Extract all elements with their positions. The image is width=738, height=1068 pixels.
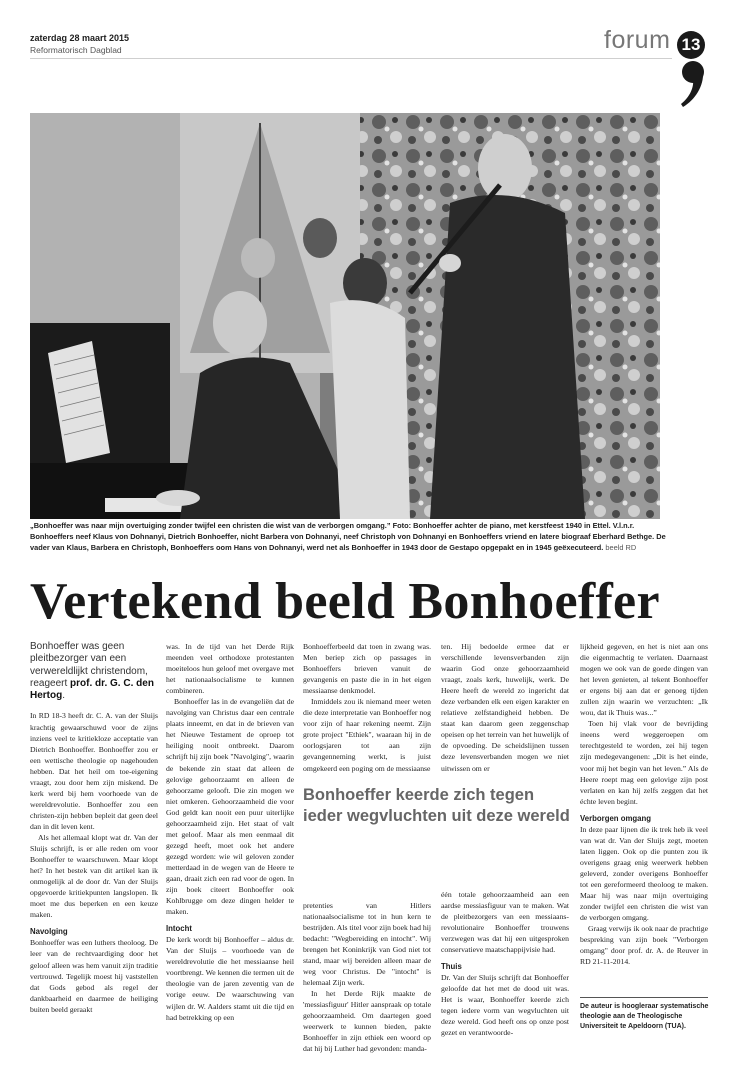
author-name: prof. dr. G. C. den Hertog xyxy=(30,677,154,702)
paragraph: Toen hij vlak voor de bevrijding ineens werd weggeroepen om terechtgesteld te worden, zei hij tegen zijn medegevangenen: „Dit is het einde, voor mij het begin van het leven.” Als de Heere roept mag een gelovige zijn post verlaten en kan hij zelfs zeggen dat het échte leven begint. xyxy=(580,719,708,806)
author-bio: De auteur is hoogleraar systematische theologie aan de Theologische Universiteit te Apeldoorn (TUA). xyxy=(580,1003,709,1030)
intro-lead xyxy=(30,641,158,702)
bio-rule xyxy=(580,997,708,998)
paragraph: ten. Hij bedoelde ermee dat er verschillende levensverbanden zijn waarin God onze gehoorzaamheid vraagt, zoals kerk, huwelijk, werk. De Heere heeft de wereld zo ingericht dat deze verbanden elk een eigen karakter en relatieve zelfstandigheid hebben. De staat kan daarom geen zeggenschap opeisen op het terrein van het huwelijk of de opvoeding. De scheidslijnen tussen deze levensverbanden mogen we niet uitwissen om er xyxy=(441,642,569,773)
paragraph: De kerk wordt bij Bonhoeffer – aldus dr. Van der Sluijs – voorhoede van de wereldrevolutie die het messiaanse heil voortbrengt. We kennen die termen uit de theologie van de jaren zeventig van de vorige eeuw. De waarschuwing van wijlen dr. W. Aalders stamt uit die tijd en had betrekking op een xyxy=(166,935,294,1022)
article-photo xyxy=(30,113,660,519)
section-title: forum xyxy=(604,26,671,54)
paragraph: Dr. Van der Sluijs schrijft dat Bonhoeffer geloofde dat het met de dood uit was. Het is waar, Bonhoeffer keerde zich tegen iedere vorm van wegvluchten uit deze wereld. God heeft ons op onze post gezet en verantwoorde- xyxy=(441,972,569,1038)
intro-text: Bonhoeffer was geen pleitbezorger van een verwereldlijkt christendom, reageert xyxy=(30,641,148,689)
article-column-4 xyxy=(441,641,569,1038)
paragraph: Graag verwijs ik ook naar de prachtige bespreking van zijn boek "Verborgen omgang" door prof. dr. A. de Reuver in RD 21-11-2014. xyxy=(580,924,708,967)
newspaper-name: Reformatorisch Dagblad xyxy=(30,45,122,55)
header-rule xyxy=(30,58,672,59)
subheading: Navolging xyxy=(30,927,68,937)
publication-date: zaterdag 28 maart 2015 xyxy=(30,33,130,43)
paragraph: Inmiddels zou ik niemand meer weten die deze interpretatie van Bonhoeffer nog voor zijn of haar rekening neemt. Zijn grote project "Ethiek", waaraan hij in de oorlogsjaren tot aan zijn gevangenneming werkt, is juist omgekeerd een poging om de messiaanse xyxy=(303,697,431,773)
intro-end: . xyxy=(62,690,66,702)
paragraph: Bonhoeffer las in de evangeliën dat de navolging van Christus daar een centrale plaats inneemt, en dat in de brieven van het Nieuwe Testament de oproep tot heiliging nooit ontbreekt. Daarom schrijft hij zijn boek "Navolging", waarin de bekende zin staat dat alleen de gelovige gehoorzaamt en alleen de gehoorzame gelooft. Die zin mogen we niet omkeren. Gehoorzaamheid die voor God geldt kan nooit een puur uiterlijke gehoorzaamheid zijn. Het staat of valt met geloof. Maar als men eenmaal dit gezegd heeft, moet ook het andere gezegd worden: wie wil geloven zonder metterdaad in de wegen van de Heere te gaan, draait zich een rad voor de ogen. In zijn boek citeert Bonhoeffer ook Kohlbrugge om deze dingen helder te maken. xyxy=(166,697,294,917)
article-column-2 xyxy=(166,641,294,1023)
paragraph: In het Derde Rijk maakte de 'messiasfiguur' Hitler aanspraak op totale gehoorzaamheid. Om daartegen goed weerwerk te kunnen bieden, pakte Bonhoeffer in zijn ethiek een woord op dat hij bij Luther had gevonden: manda- xyxy=(303,988,431,1054)
paragraph: pretenties van Hitlers nationaalsocialisme tot in hun kern te bestrijden. Als titel voor zijn boek had hij bedacht: "Wegbereiding en intocht". Wij brengen het Koninkrijk van God niet tot stand, maar wij bereiden alleen maar de weg voor Christus. De "intocht" is helemaal Zijn werk. xyxy=(303,900,431,987)
subheading: Thuis xyxy=(441,961,462,971)
caption-text: „Bonhoeffer was naar mijn overtuiging zonder twijfel een christen die wist van de verborgen omgang.” Foto: Bonhoeffer achter de piano, met kerstfeest 1940 in Ettel. V.l.n.r. Bonhoeffers neef Klaus von Dohnanyi, Dietrich Bonhoeffer, nicht Barbera von Dohnanyi, neef Christoph von Dohnanyi en Bonhoeffers vriend en latere biograaf Eberhard Bethge. De vader van Klaus, Barbera en Christoph, Bonhoeffers oom Hans von Dohnanyi, werd net als Bonhoeffer in 1943 door de Gestapo opgepakt en in 1945 geëxecuteerd. xyxy=(30,521,666,552)
subheading: Intocht xyxy=(166,924,192,934)
paragraph: was. In de tijd van het Derde Rijk meenden veel orthodoxe protestanten moeiteloos hun geloof met overgave met het nationaalsocialisme te kunnen combineren. xyxy=(166,642,294,696)
paragraph: lijkheid gegeven, en het is niet aan ons die eigenmachtig te verlaten. Daarnaast mogen we ook van de goede dingen van het leven genieten, al tekent Bonhoeffer er ergens bij aan dat er genoeg tijden zullen zijn waarin we verzuchten: „Ik wou, dat ik Thuis was...” xyxy=(580,642,708,718)
page-number-badge: 13 xyxy=(677,31,705,59)
article-column-1 xyxy=(30,641,158,1015)
pull-quote: Bonhoeffer keerde zich tegen ieder wegvluchten uit deze wereld xyxy=(303,786,570,825)
paragraph: Bonhoeffer was een luthers theoloog. De leer van de rechtvaardiging door het geloof alleen was hem vanuit zijn traditie vertrouwd. Tegelijk moest hij vaststellen dat Gods gebod als regel der dankbaarheid en daarmee de heiliging buiten beeld geraakt xyxy=(30,938,158,1014)
article-column-3 xyxy=(303,641,431,1054)
photo-caption xyxy=(30,521,670,553)
paragraph: In RD 18-3 heeft dr. C. A. van der Sluijs krachtig gewaarschuwd voor de zijns inziens veel te kritiekloze acceptatie van Dietrich Bonhoeffer. Bonhoeffer zou er een wettische theologie op nagehouden hebben. Dat het heil om toe-eigening vraagt, zou door hem zijn miskend. De kerk werd bij hem voorhoede van de wereldrevolutie. Bonhoeffer zou een christen-zijn hebben bepleit dat geen deel dan in dit leven kent. xyxy=(30,711,158,831)
paragraph: Als het allemaal klopt wat dr. Van der Sluijs schrijft, is er alle reden om voor Bonhoeffer te waarschuwen. Maar klopt het? In het bestek van dit artikel kan ik onmogelijk al de door dr. Van der Sluijs opgevoerde kritiekpunten langslopen. Ik moet me dus beperken en een keuze maken. xyxy=(30,833,158,920)
headline: Vertekend beeld Bonhoeffer xyxy=(30,573,660,630)
subheading: Verborgen omgang xyxy=(580,813,652,823)
paragraph: In deze paar lijnen die ik trek heb ik veel van wat dr. Van der Sluijs zegt, moeten laten liggen. Ook op die punten zou ik overigens graag enig weerwerk hebben geleverd, zonder overigens Bonhoeffer tot een gereformeerd theoloog te maken. Maar hij was naar mijn overtuiging zonder twijfel een christen die wist van de verborgen omgang. xyxy=(580,824,708,923)
paragraph: één totale gehoorzaamheid aan een aardse messiasfiguur van te maken. Wat de pleitbezorgers van een messiaans-revolutionaire Bonhoeffer trouwens verzwegen was dat hij een uitgesproken conservatieve maatschappijvisie had. xyxy=(441,889,569,954)
photo-credit: beeld RD xyxy=(605,542,637,552)
article-column-5 xyxy=(580,641,708,967)
comma-logo-icon xyxy=(677,60,707,108)
paragraph: Bonhoefferbeeld dat toen in zwang was. Men beriep zich op passages in Bonhoeffers brieven vanuit de gevangenis en paste die in in het eigen messiaanse denkmodel. xyxy=(303,642,431,696)
